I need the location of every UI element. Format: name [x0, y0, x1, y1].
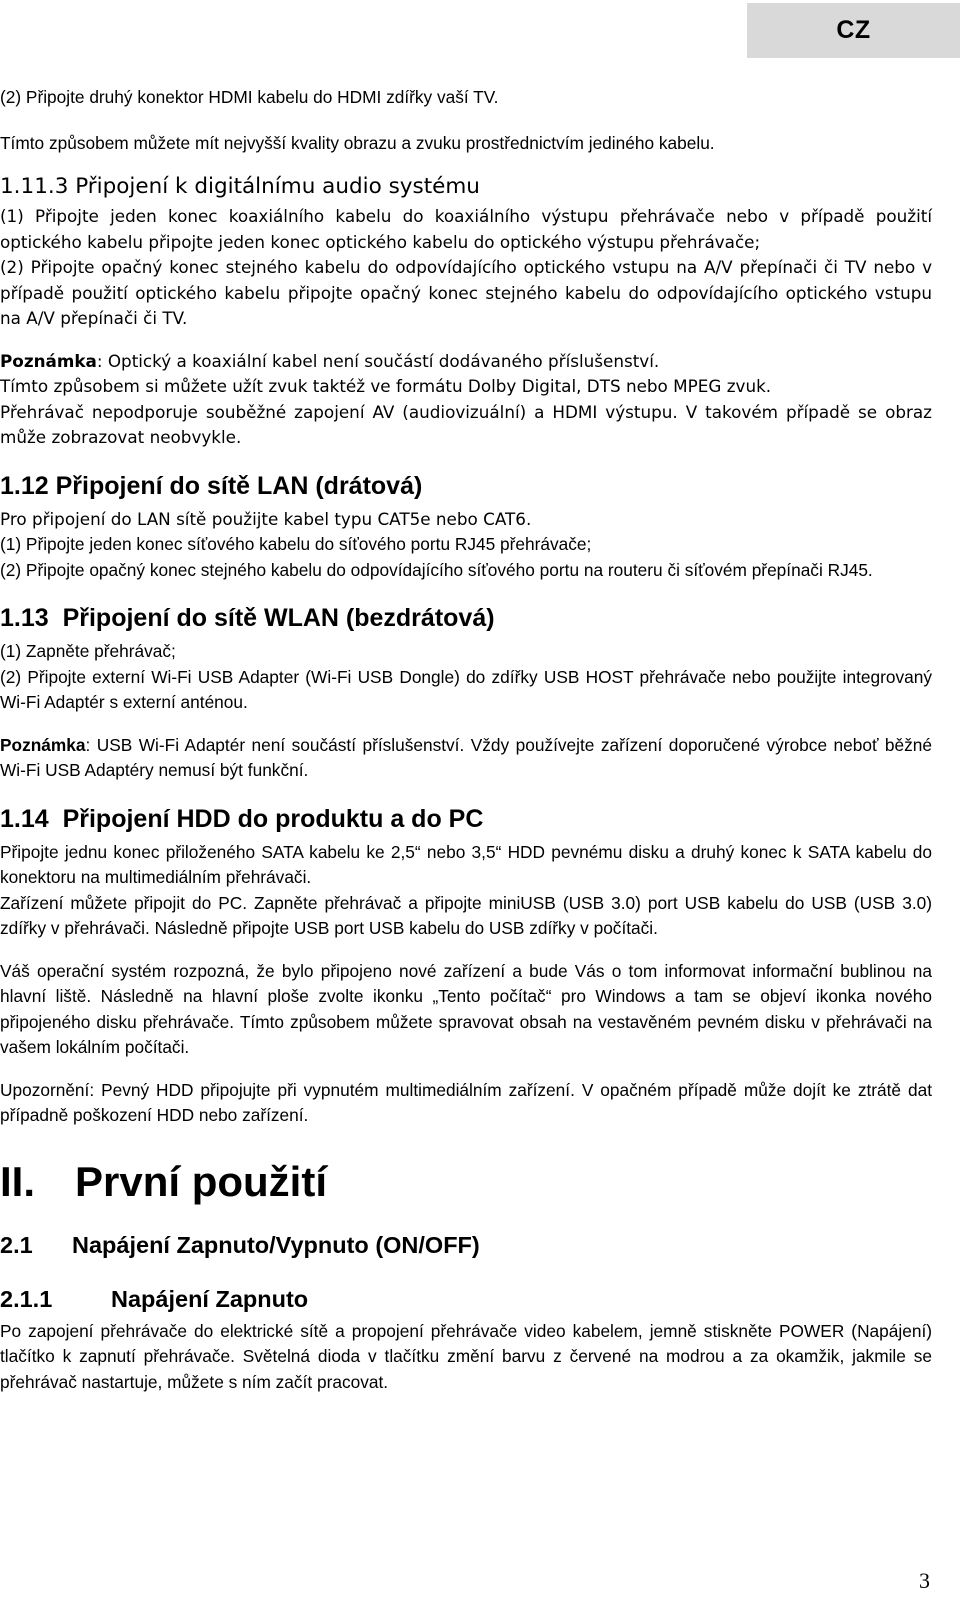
section-heading-2-1	[0, 1229, 932, 1261]
paragraph: Upozornění: Pevný HDD připojujte při vypnutém multimediálním zařízení. V opačném případě může dojít ke ztrátě dat případně poškození HDD nebo zařízení.	[0, 1079, 932, 1125]
paragraph: Tímto způsobem si můžete užít zvuk taktéž ve formátu Dolby Digital, DTS nebo MPEG zvuk.	[0, 376, 772, 396]
paragraph: Váš operační systém rozpozná, že bylo připojeno nové zařízení a bude Vás o tom informovat informační bublinou na hlavní liště. Následně na hlavní ploše zvolte ikonku „Tento počítač“ pro Windows a tam se objeví ikonka nového připojeného disku přehrávače. Tímto způsobem můžete spravovat obsah na vestavěném pevném disku v přehrávači na vašem lokálním počítači.	[0, 960, 932, 1057]
heading-text: První použití	[75, 1157, 327, 1205]
note-label: Poznámka	[0, 350, 97, 371]
heading-text: Připojení do sítě WLAN (bezdrátová)	[62, 604, 495, 632]
heading-number: 1.14	[0, 804, 49, 833]
heading-text: Napájení Zapnuto/Vypnuto (ON/OFF)	[72, 1231, 480, 1258]
page-number: 3	[919, 1568, 930, 1593]
section-heading-1-11-3: 1.11.3 Připojení k digitálnímu audio systému	[0, 174, 480, 199]
language-label: CZ	[836, 16, 871, 44]
chapter-heading-II	[0, 1155, 932, 1209]
note-text: : USB Wi-Fi Adaptér není součástí příslušenství. Vždy používejte zařízení doporučené výrobce neboť běžné Wi-Fi USB Adaptéry nemusí být funkční.	[0, 734, 932, 780]
paragraph: (2) Připojte druhý konektor HDMI kabelu do HDMI zdířky vaší TV.	[0, 87, 499, 107]
paragraph: Přehrávač nepodporuje souběžné zapojení AV (audiovizuální) a HDMI výstupu. V takovém případě se obraz může zobrazovat neobvykle.	[0, 401, 932, 447]
paragraph: (2) Připojte externí Wi-Fi USB Adapter (Wi-Fi USB Dongle) do zdířky USB HOST přehrávače nebo použijte integrovaný Wi-Fi Adaptér s externí anténou.	[0, 666, 932, 712]
note-text: : Optický a koaxiální kabel není součástí dodávaného příslušenství.	[96, 350, 660, 371]
paragraph: Tímto způsobem můžete mít nejvyšší kvality obrazu a zvuku prostřednictvím jediného kabelu.	[0, 132, 715, 153]
paragraph: (1) Připojte jeden konec síťového kabelu do síťového portu RJ45 přehrávače;	[0, 534, 592, 554]
paragraph: Zařízení můžete připojit do PC. Zapněte přehrávač a připojte miniUSB (USB 3.0) port USB kabelu do USB (USB 3.0) zdířky v přehrávači. Následně připojte USB port USB kabelu do USB zdířky v počítači.	[0, 892, 932, 938]
paragraph: (1) Připojte jeden konec koaxiálního kabelu do koaxiálního výstupu přehrávače nebo v případě použití optického kabelu připojte jeden konec optického kabelu do optického výstupu přehrávače;	[0, 206, 932, 252]
section-heading-2-1-1	[0, 1283, 932, 1315]
document-body	[0, 85, 932, 1395]
paragraph: Po zapojení přehrávače do elektrické sítě a propojení přehrávače video kabelem, jemně stiskněte POWER (Napájení) tlačítko k zapnutí přehrávače. Světelná dioda v tlačítku změní barvu z červené na modrou a za okamžik, jakmile se přehrávač nastartuje, můžete s ním začít pracovat.	[0, 1320, 932, 1392]
note-paragraph	[0, 733, 932, 784]
paragraph: Připojte jednu konec přiloženého SATA kabelu ke 2,5“ nebo 3,5“ HDD pevnému disku a druhý konec k SATA kabelu do konektoru na multimediálním přehrávači.	[0, 841, 932, 887]
note-label: Poznámka	[0, 734, 86, 755]
heading-number: 2.1.1	[0, 1285, 53, 1312]
section-heading-1-13	[0, 601, 932, 635]
heading-number: II.	[0, 1157, 36, 1205]
note-paragraph	[0, 349, 932, 375]
language-tab	[747, 3, 960, 58]
paragraph: (1) Zapněte přehrávač;	[0, 641, 176, 661]
heading-text: Připojení HDD do produktu a do PC	[62, 804, 484, 833]
heading-number: 2.1	[0, 1231, 33, 1258]
paragraph: (2) Připojte opačný konec stejného kabelu do odpovídajícího optického vstupu na A/V přepínači či TV nebo v případě použití optického kabelu připojte opačný konec stejného kabelu do odpovídajícího optického vstupu na A/V přepínači či TV.	[0, 257, 932, 328]
section-heading-1-12: 1.12 Připojení do sítě LAN (drátová)	[0, 471, 423, 500]
paragraph: Pro připojení do LAN sítě použijte kabel typu CAT5e nebo CAT6.	[0, 508, 532, 529]
paragraph: (2) Připojte opačný konec stejného kabelu do odpovídajícího síťového portu na routeru či síťovém přepínači RJ45.	[0, 559, 873, 580]
heading-number: 1.13	[0, 604, 49, 632]
section-heading-1-14	[0, 802, 932, 836]
heading-text: Napájení Zapnuto	[111, 1285, 309, 1312]
